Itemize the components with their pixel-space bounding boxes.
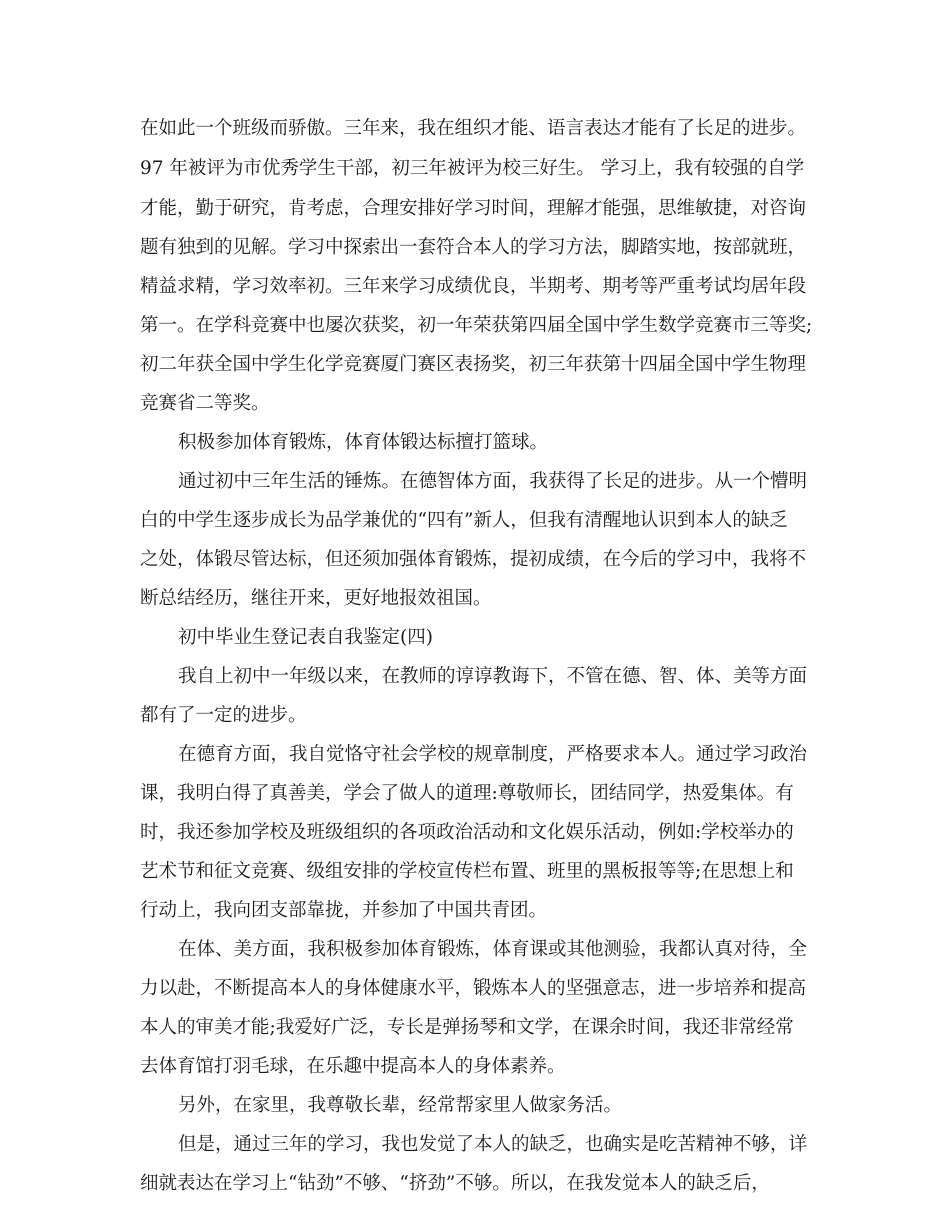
text-line: 竞赛省二等奖。 [140,393,270,414]
text-line: 精益求精，学习效率初。三年来学习成绩优良，半期考、期考等严重考试均居年段 [140,276,807,297]
paragraph-start: 另外，在家里，我尊敬长辈，经常帮家里人做家务活。 [178,1095,623,1116]
text-line: 艺术节和征文竞赛、级组安排的学校宣传栏布置、班里的黑板报等等;在思想上和 [140,861,794,882]
paragraph-start: 积极参加体育锻炼，体育体锻达标擅打篮球。 [178,432,549,453]
text-line: 之处，体锻尽管达标，但还须加强体育锻炼，提初成绩，在今后的学习中，我将不 [140,549,807,570]
text-line: 细就表达在学习上“钻劲”不够、“挤劲”不够。所以，在我发觉本人的缺乏后， [140,1173,770,1194]
text-line: 行动上，我向团支部靠拢，并参加了中国共青团。 [140,900,548,921]
text-line: 时，我还参加学校及班级组织的各项政治活动和文化娱乐活动，例如:学校举办的 [140,822,794,843]
text-line: 题有独到的见解。学习中探索出一套符合本人的学习方法，脚踏实地，按部就班， [140,237,807,258]
text-line: 力以赴，不断提高本人的身体健康水平，锻炼本人的坚强意志，进一步培养和提高 [140,978,807,999]
text-line: 都有了一定的进步。 [140,705,307,726]
text-line: 去体育馆打羽毛球，在乐趣中提高本人的身体素养。 [140,1056,566,1077]
text-line: 在如此一个班级而骄傲。三年来，我在组织才能、语言表达才能有了长足的进步。 [140,118,807,139]
paragraph-start: 通过初中三年生活的锤炼。在德智体方面，我获得了长足的进步。从一个懵明 [178,471,808,492]
text-line: 才能，勤于研究，肯考虑，合理安排好学习时间，理解才能强，思维敏捷，对咨询 [140,198,807,219]
paragraph-start: 我自上初中一年级以来，在教师的谆谆教诲下，不管在德、智、体、美等方面 [178,666,808,687]
paragraph-start: 但是，通过三年的学习，我也发觉了本人的缺乏，也确实是吃苦精神不够，详 [178,1134,808,1155]
text-line: 断总结经历，继往开来，更好地报效祖国。 [140,588,492,609]
text-line: 初二年获全国中学生化学竞赛厦门赛区表扬奖，初三年获第十四届全国中学生物理 [140,354,807,375]
text-line: 本人的审美才能;我爱好广泛，专长是弹扬琴和文学，在课余时间，我还非常经常 [140,1017,794,1038]
paragraph-start: 在体、美方面，我积极参加体育锻炼，体育课或其他测验，我都认真对待，全 [178,939,808,960]
text-line: 97 年被评为市优秀学生干部，初三年被评为校三好生。 学习上，我有较强的自学 [140,158,805,179]
paragraph-start: 在德育方面，我自觉恪守社会学校的规章制度，严格要求本人。通过学习政治 [178,744,808,765]
text-line: 第一。在学科竞赛中也屡次获奖，初一年荣获第四届全国中学生数学竞赛市三等奖; [140,315,813,336]
text-line: 课，我明白得了真善美，学会了做人的道理:尊敬师长，团结同学，热爱集体。有 [140,783,794,804]
section-heading: 初中毕业生登记表自我鉴定(四) [178,627,433,648]
text-line: 白的中学生逐步成长为品学兼优的“四有”新人，但我有清醒地认识到本人的缺乏 [140,510,788,531]
